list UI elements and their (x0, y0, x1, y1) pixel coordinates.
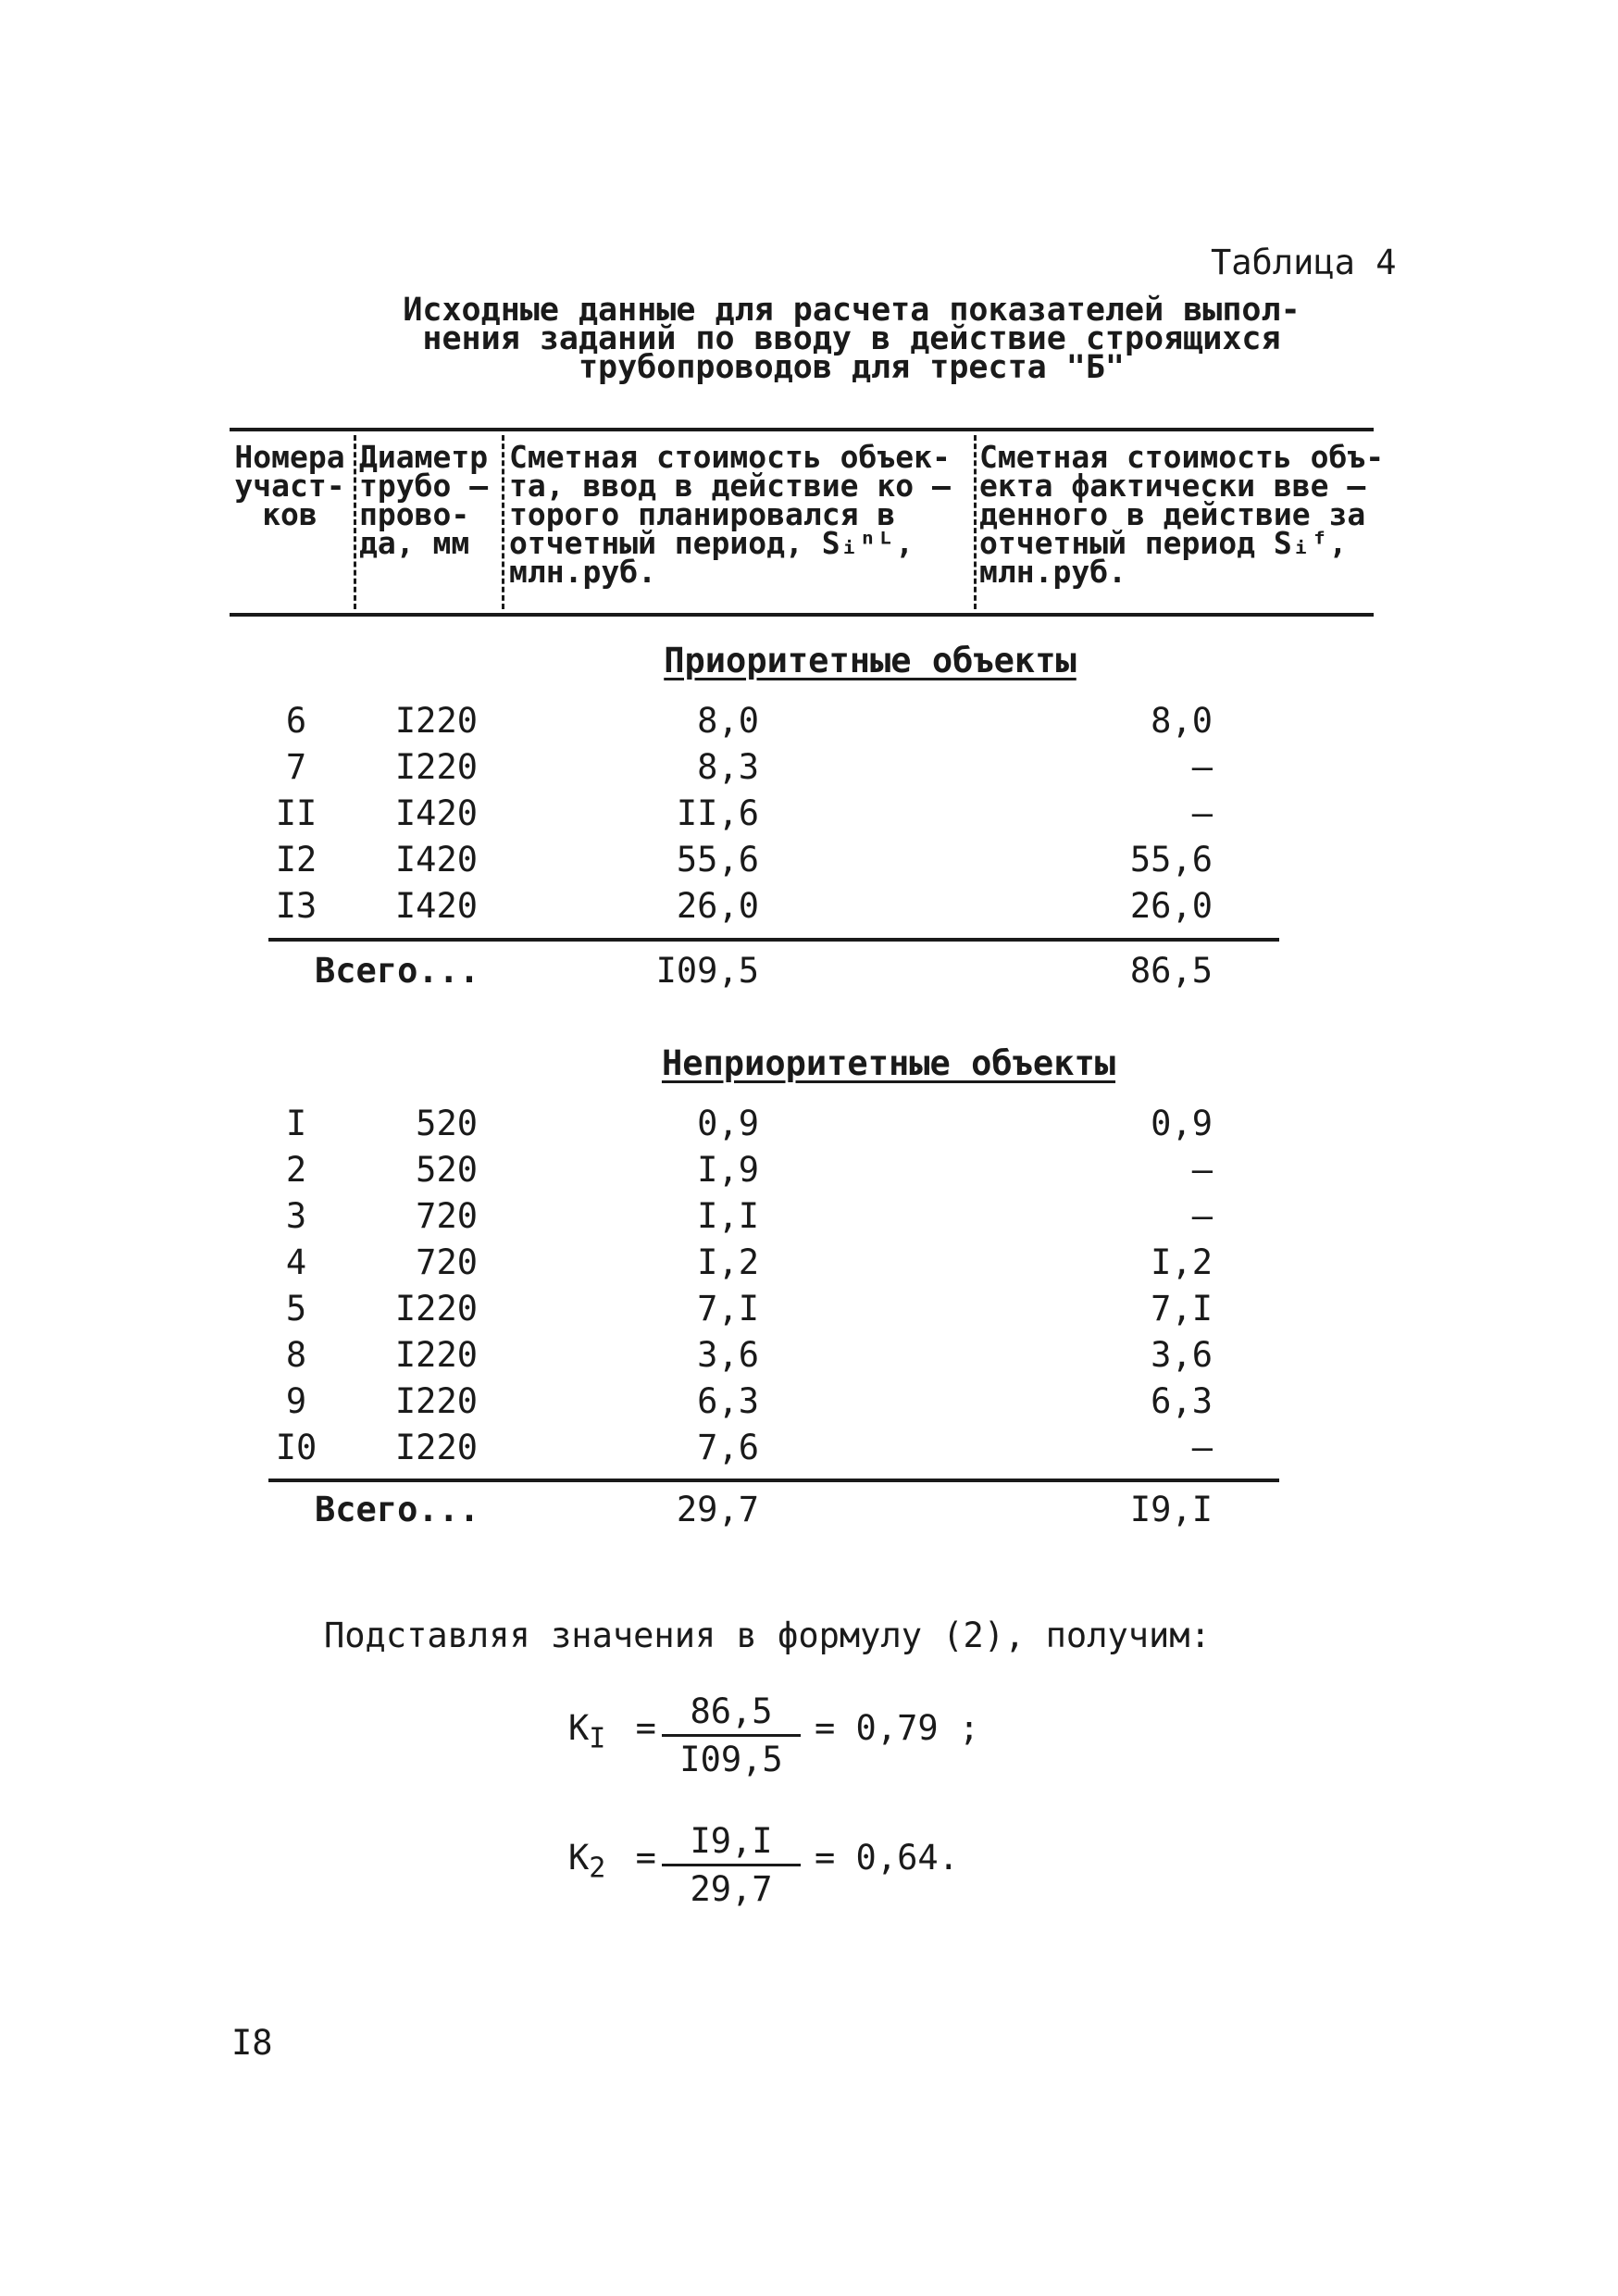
header-actual-cost: Сметная стоимость объ- екта фактически вве – денного в действие за отчетный период Sᵢᶠ, млн.руб. (979, 439, 1385, 590)
table-top-rule (230, 428, 1374, 431)
row-planned-cost: I,9 (697, 1150, 759, 1190)
row-diameter: 520 (416, 1104, 478, 1143)
row-section-number: 6 (285, 701, 307, 741)
row-planned-cost: II,6 (676, 793, 759, 833)
formula1-fraction (657, 1691, 805, 1779)
row-section-number: 5 (285, 1289, 307, 1329)
row-diameter: I220 (394, 1381, 478, 1421)
formula1-subscript: I (589, 1722, 606, 1755)
row-planned-cost: 0,9 (697, 1104, 759, 1143)
formula2-lhs (568, 1838, 656, 1885)
formula2-result: = 0,64. (815, 1838, 959, 1878)
row-section-number: I (285, 1104, 307, 1143)
row-planned-cost: 7,6 (697, 1428, 759, 1467)
row-diameter: I220 (394, 1335, 478, 1375)
row-actual-cost: 0,9 (1151, 1104, 1213, 1143)
nonpriority-total-label: Всего... (315, 1490, 480, 1529)
row-section-number: 7 (285, 747, 307, 787)
formula-intro: Подставляя значения в формулу (2), получим: (324, 1616, 1211, 1655)
table-label: Таблица 4 (1211, 243, 1397, 282)
row-actual-cost: 6,3 (1151, 1381, 1213, 1421)
formula1-numerator: 86,5 (690, 1691, 773, 1731)
formula1-k: K (568, 1708, 590, 1748)
row-section-number: I3 (275, 886, 317, 926)
row-actual-cost: 3,6 (1151, 1335, 1213, 1375)
header-separator-2 (502, 435, 504, 609)
caption-line-3: трубопроводов для треста "Б" (578, 349, 1125, 386)
header-pipe-diameter: Диаметр трубо – прово- да, мм (359, 439, 489, 561)
row-diameter: 720 (416, 1242, 478, 1282)
row-planned-cost: 8,3 (697, 747, 759, 787)
nonpriority-section-title: Неприоритетные объекты (661, 1043, 1116, 1083)
row-planned-cost: 6,3 (697, 1381, 759, 1421)
header-bottom-rule (230, 613, 1374, 617)
row-planned-cost: 8,0 (697, 701, 759, 741)
caption-line-2: нения заданий по вводу в действие строящихся (422, 320, 1281, 357)
formula2-equals: = (635, 1838, 656, 1878)
formula1-equals: = (635, 1708, 656, 1748)
row-diameter: I220 (394, 747, 478, 787)
row-planned-cost: 3,6 (697, 1335, 759, 1375)
row-diameter: 520 (416, 1150, 478, 1190)
page-number: I8 (231, 2023, 273, 2063)
formula1-denominator: I09,5 (679, 1740, 783, 1779)
row-actual-cost: – (1191, 1428, 1213, 1467)
row-planned-cost: 26,0 (676, 886, 759, 926)
header-separator-3 (974, 435, 977, 609)
formula2-k: K (568, 1838, 590, 1878)
row-planned-cost: 55,6 (676, 840, 759, 880)
header-separator-1 (354, 435, 356, 609)
row-section-number: II (275, 793, 317, 833)
nonpriority-total-actual: I9,I (1129, 1490, 1213, 1529)
row-section-number: 9 (285, 1381, 307, 1421)
row-section-number: 3 (285, 1196, 307, 1236)
row-actual-cost: 26,0 (1129, 886, 1213, 926)
row-diameter: I220 (394, 1289, 478, 1329)
formula2-fraction (657, 1821, 805, 1909)
formula1-lhs (568, 1708, 656, 1755)
priority-section-title: Приоритетные объекты (664, 641, 1077, 680)
row-actual-cost: 55,6 (1129, 840, 1213, 880)
row-diameter: I420 (394, 840, 478, 880)
priority-total-planned: I09,5 (655, 951, 759, 991)
row-actual-cost: – (1191, 793, 1213, 833)
row-diameter: I420 (394, 886, 478, 926)
formula1-result: = 0,79 ; (815, 1708, 980, 1748)
row-actual-cost: I,2 (1151, 1242, 1213, 1282)
row-section-number: I0 (275, 1428, 317, 1467)
row-section-number: 2 (285, 1150, 307, 1190)
row-diameter: I220 (394, 1428, 478, 1467)
row-actual-cost: 7,I (1151, 1289, 1213, 1329)
row-diameter: 720 (416, 1196, 478, 1236)
nonpriority-total-rule (268, 1479, 1279, 1482)
row-diameter: I220 (394, 701, 478, 741)
row-section-number: I2 (275, 840, 317, 880)
formula2-subscript: 2 (589, 1852, 606, 1885)
row-actual-cost: – (1191, 747, 1213, 787)
header-section-number: Номера участ- ков (234, 439, 345, 532)
row-actual-cost: – (1191, 1196, 1213, 1236)
formula2-fraction-bar (662, 1864, 801, 1866)
header-planned-cost: Сметная стоимость объек- та, ввод в действие ко – торого планировался в отчетный период, Sᵢⁿᴸ, млн.руб. (509, 439, 951, 590)
formula1-fraction-bar (662, 1734, 801, 1737)
priority-total-label: Всего... (315, 951, 480, 991)
row-actual-cost: 8,0 (1151, 701, 1213, 741)
row-planned-cost: I,2 (697, 1242, 759, 1282)
caption-line-1: Исходные данные для расчета показателей выпол- (403, 292, 1301, 329)
priority-total-actual: 86,5 (1129, 951, 1213, 991)
priority-total-rule (268, 938, 1279, 942)
row-diameter: I420 (394, 793, 478, 833)
row-planned-cost: I,I (697, 1196, 759, 1236)
formula2-denominator: 29,7 (690, 1869, 773, 1909)
row-actual-cost: – (1191, 1150, 1213, 1190)
nonpriority-total-planned: 29,7 (676, 1490, 759, 1529)
row-planned-cost: 7,I (697, 1289, 759, 1329)
formula2-numerator: I9,I (690, 1821, 773, 1861)
row-section-number: 4 (285, 1242, 307, 1282)
row-section-number: 8 (285, 1335, 307, 1375)
